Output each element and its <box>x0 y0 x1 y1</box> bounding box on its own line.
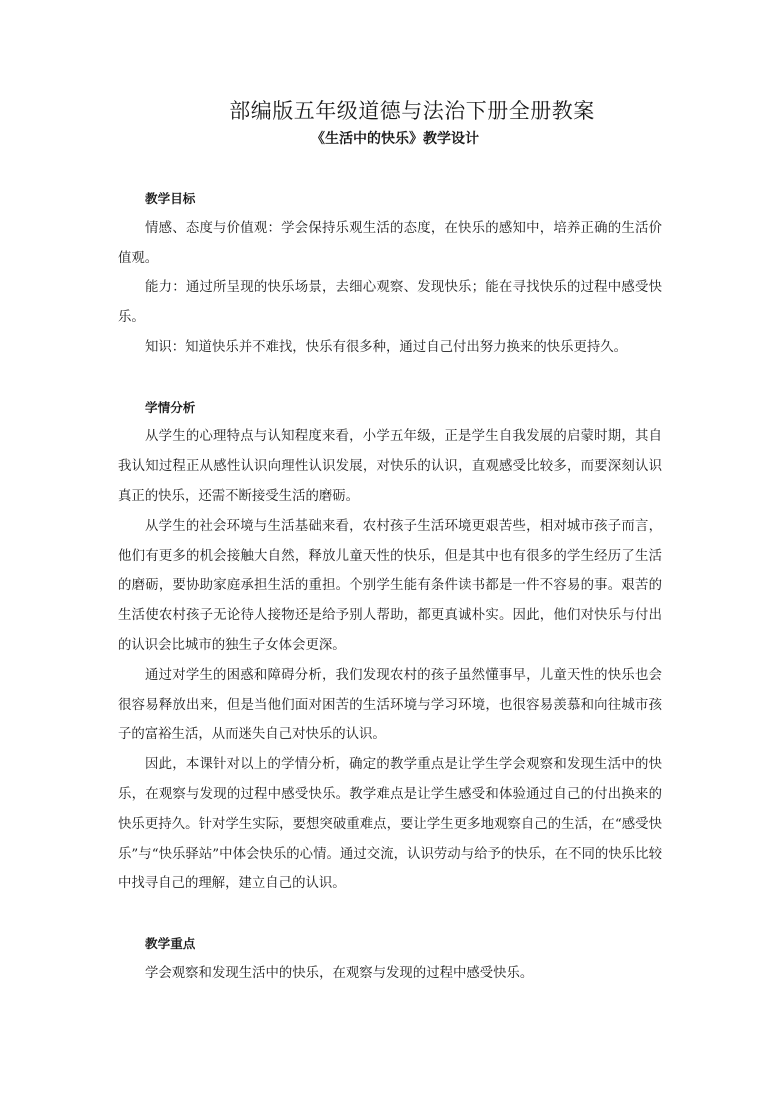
paragraph: 情感、态度与价值观：学会保持乐观生活的态度，在快乐的感知中，培养正确的生活价值观。 <box>118 220 662 266</box>
section-heading-objectives: 教学目标 <box>145 191 196 206</box>
paragraph: 从学生的心理特点与认知程度来看，小学五年级，正是学生自我发展的启蒙时期，其自我认知过程正从感性认识向理性认识发展，对快乐的认识，直观感受比较多，而要深刻认识真正的快乐，还需不断接受生活的磨砺。 <box>118 429 662 504</box>
paragraph: 从学生的社会环境与生活基础来看，农村孩子生活环境更艰苦些，相对城市孩子而言，他们有更多的机会接触大自然，释放儿童天性的快乐，但是其中也有很多的学生经历了生活的磨砺，要协助家庭承担生活的重担。个别学生能有条件读书都是一件不容易的事。艰苦的生活使农村孩子无论待人接物还是给予别人帮助，都更真诚朴实。因此，他们对快乐与付出的认识会比城市的独生子女体会更深。 <box>118 518 662 653</box>
paragraph: 知识：知道快乐并不难找，快乐有很多种，通过自己付出努力换来的快乐更持久。 <box>145 339 628 355</box>
section-heading-analysis: 学情分析 <box>145 399 196 415</box>
section-spacer <box>118 899 662 929</box>
paragraph: 学会观察和发现生活中的快乐，在观察与发现的过程中感受快乐。 <box>145 965 534 981</box>
paragraph: 通过对学生的困惑和障碍分析，我们发现农村的孩子虽然懂事早，儿童天性的快乐也会很容易释放出来，但是当他们面对困苦的生活环境与学习环境，也很容易羡慕和向往城市孩子的富裕生活，从而迷失自己对快乐的认识。 <box>118 667 662 743</box>
paragraph: 能力：通过所呈现的快乐场景，去细心观察、发现快乐；能在寻找快乐的过程中感受快乐。 <box>118 280 662 326</box>
section-spacer <box>118 363 662 393</box>
paragraph: 因此，本课针对以上的学情分析，确定的教学重点是让学生学会观察和发现生活中的快乐，在观察与发现的过程中感受快乐。教学难点是让学生感受和体验通过自己的付出换来的快乐更持久。针对学生实际，要想突破重难点，要让学生更多地观察自己的生活，在“感受快乐”与“快乐驿站”中体会快乐的心情。通过交流，认识劳动与给予的快乐，在不同的快乐比较中找寻自己的理解，建立自己的认识。 <box>118 757 662 892</box>
document-subtitle: 《生活中的快乐》教学设计 <box>311 131 479 147</box>
document-title: 部编版五年级道德与法治下册全册教案 <box>229 99 595 123</box>
document-body <box>118 184 662 989</box>
section-heading-key-points: 教学重点 <box>145 935 196 951</box>
